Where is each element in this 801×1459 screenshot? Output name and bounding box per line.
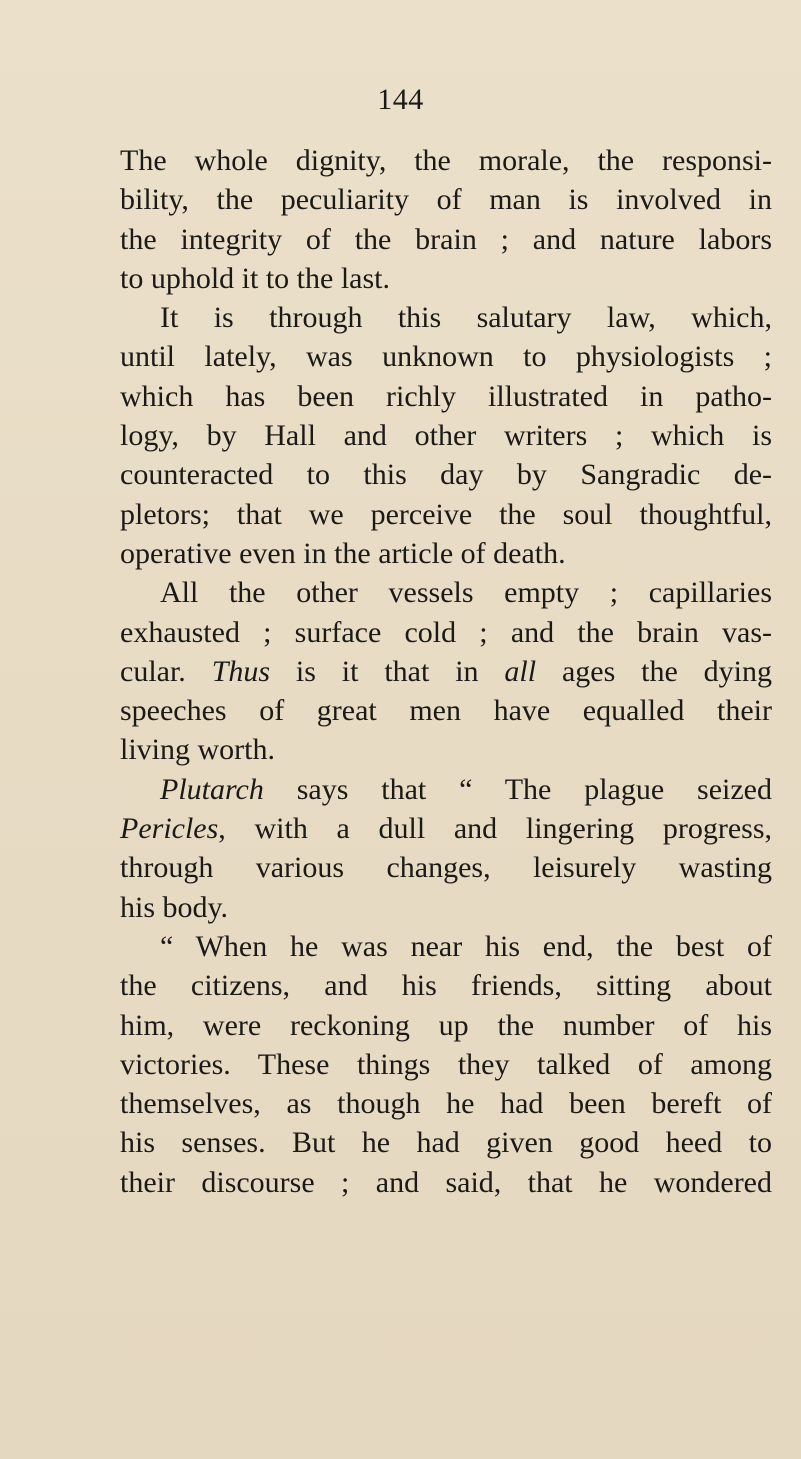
body-text xyxy=(120,141,772,1202)
text-line: operative even in the article of death. xyxy=(120,536,566,570)
text-line: to uphold it to the last. xyxy=(120,261,390,295)
text-line: through various changes, leisurely wasting xyxy=(120,851,772,885)
text-line: his senses. But he had given good heed to xyxy=(120,1126,772,1160)
text-line: victories. These things they talked of among xyxy=(120,1047,772,1081)
text-run: ages the dying xyxy=(536,654,773,688)
text-line xyxy=(120,770,772,809)
text-line: until lately, was unknown to physiologists ; xyxy=(120,340,772,374)
text-line: the integrity of the brain ; and nature labors xyxy=(120,222,772,256)
text-line: “ When he was near his end, the best of xyxy=(160,929,772,963)
text-line xyxy=(120,809,772,848)
italic-name: Plutarch xyxy=(160,772,264,806)
text-line: counteracted to this day by Sangradic de- xyxy=(120,458,772,492)
text-line: The whole dignity, the morale, the responsi- xyxy=(120,144,772,177)
italic-name: Pericles xyxy=(120,812,219,846)
text-line: him, were reckoning up the number of his xyxy=(120,1008,772,1042)
text-line: the citizens, and his friends, sitting about xyxy=(120,969,772,1003)
text-line: It is through this salutary law, which, xyxy=(160,301,772,335)
italic-word: Thus xyxy=(211,654,271,688)
text-line: their discourse ; and said, that he wondered xyxy=(120,1165,772,1199)
text-line: his body. xyxy=(120,890,229,924)
text-line: speeches of great men have equalled their xyxy=(120,694,772,728)
text-line: logy, by Hall and other writers ; which is xyxy=(120,419,772,453)
text-line: living worth. xyxy=(120,733,275,767)
text-run: says that “ The plague seized xyxy=(263,772,772,806)
page-number: 144 xyxy=(377,83,424,116)
text-line: All the other vessels empty ; capillaries xyxy=(160,576,772,610)
text-line: exhausted ; surface cold ; and the brain vas- xyxy=(120,615,772,649)
text-run: is it that in xyxy=(270,654,505,688)
italic-word: all xyxy=(504,654,537,688)
text-line: pletors; that we perceive the soul thoughtful, xyxy=(120,497,772,531)
text-line: which has been richly illustrated in patho- xyxy=(120,379,772,413)
text-line xyxy=(120,652,772,691)
text-run: cular. xyxy=(120,654,212,688)
text-run: , with a dull and lingering progress, xyxy=(218,812,772,846)
text-line: bility, the peculiarity of man is involved in xyxy=(120,183,772,217)
text-line: themselves, as though he had been bereft of xyxy=(120,1087,772,1121)
